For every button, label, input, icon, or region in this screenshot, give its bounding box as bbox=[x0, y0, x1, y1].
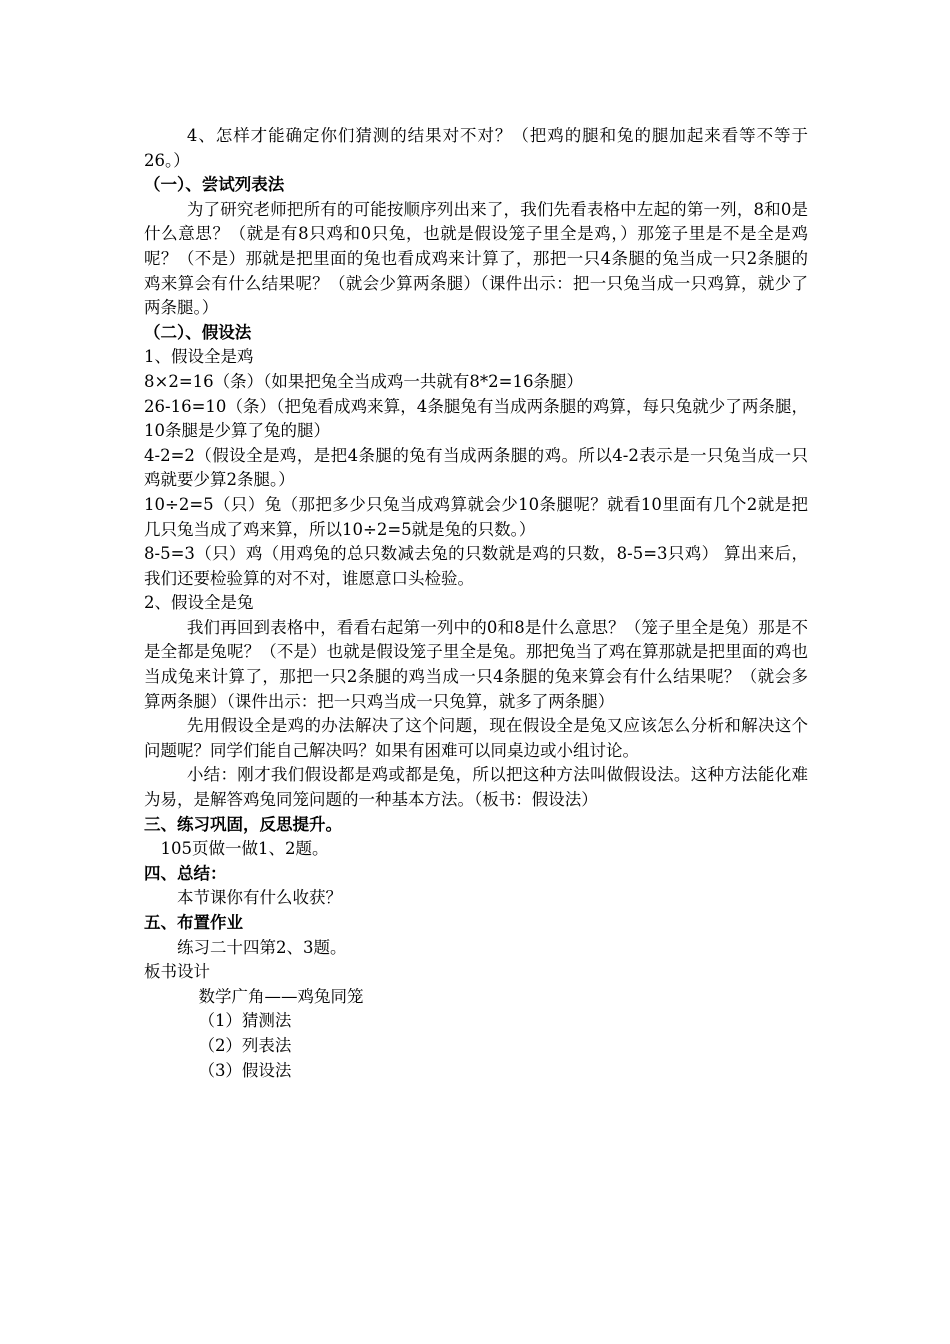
formula-line-5: 8-5=3（只）鸡（用鸡兔的总只数减去兔的只数就是鸡的只数，8-5=3只鸡） 算出来后，我们还要检验算的对不对，谁愿意口头检验。 bbox=[144, 544, 808, 588]
heading-practice: 三、练习巩固，反思提升。 bbox=[144, 814, 342, 834]
conclusion-content: 本节课你有什么收获？ bbox=[177, 888, 342, 908]
paragraph-step4-check: 4、怎样才能确定你们猜测的结果对不对？（把鸡的腿和兔的腿加起来看等不等于26。） bbox=[144, 126, 808, 170]
homework-content: 练习二十四第2、3题。 bbox=[177, 937, 347, 957]
formula-line-2: 26-16=10（条）（把兔看成鸡来算，4条腿兔有当成两条腿的鸡算，每只兔就少了两条腿，10条腿是少算了兔的腿） bbox=[144, 396, 808, 441]
document-page bbox=[144, 124, 808, 1083]
paragraph-summary: 小结：刚才我们假设都是鸡或都是兔，所以把这种方法叫做假设法。这种方法能化难为易，是解答鸡兔同笼问题的一种基本方法。（板书：假设法） bbox=[144, 765, 808, 810]
board-item-table: （2）列表法 bbox=[198, 1035, 292, 1055]
paragraph-rabbit-discussion: 先用假设全是鸡的办法解决了这个问题，现在假设全是兔又应该怎么分析和解决这个问题呢？同学们能自己解决吗？如果有困难可以同桌边或小组讨论。 bbox=[144, 716, 808, 760]
formula-line-1: 8×2=16（条）（如果把兔全当成鸡一共就有8*2=16条腿） bbox=[144, 371, 583, 391]
paragraph-table-explanation: 为了研究老师把所有的可能按顺序列出来了，我们先看表格中左起的第一列，8和0是什么意思？（就是有8只鸡和0只兔，也就是假设笼子里全是鸡，）那笼子里是不是全是鸡呢？（不是）那就是把里面的兔也看成鸡来计算了，那把一只4条腿的兔当成一只2条腿的鸡来算会有什么结果呢？（就会少算两条腿）（课件出示：把一只兔当成一只鸡算，就少了两条腿。） bbox=[144, 199, 808, 318]
formula-line-3: 4-2=2（假设全是鸡，是把4条腿的兔有当成两条腿的鸡。所以4-2表示是一只兔当成一只鸡就要少算2条腿。） bbox=[144, 445, 808, 490]
heading-conclusion: 四、总结： bbox=[144, 863, 227, 883]
heading-assumption-method: （二）、假设法 bbox=[144, 322, 252, 342]
formula-line-4: 10÷2=5（只）兔（那把多少只兔当成鸡算就会少10条腿呢？就看10里面有几个2就是把几只兔当成了鸡来算，所以10÷2=5就是兔的只数。） bbox=[144, 494, 808, 539]
heading-board-design: 板书设计 bbox=[144, 962, 210, 982]
heading-table-method: （一）、尝试列表法 bbox=[144, 175, 285, 195]
practice-content: 105页做一做1、2题。 bbox=[160, 839, 329, 859]
board-item-assume: （3）假设法 bbox=[198, 1060, 292, 1080]
board-item-guess: （1）猜测法 bbox=[198, 1011, 292, 1031]
subheading-assume-rabbits: 2、假设全是兔 bbox=[144, 593, 254, 613]
paragraph-rabbit-explanation: 我们再回到表格中，看看右起第一列中的0和8是什么意思？（笼子里全是兔）那是不是全都是兔呢？（不是）也就是假设笼子里全是兔。那把兔当了鸡在算那就是把里面的鸡也当成兔来计算了，那把一只2条腿的鸡当成一只4条腿的兔来算会有什么结果呢？（就会多算两条腿）（课件出示：把一只鸡当成一只兔算，就多了两条腿） bbox=[144, 617, 808, 711]
subheading-assume-chickens: 1、假设全是鸡 bbox=[144, 347, 254, 367]
board-title: 数学广角——鸡兔同笼 bbox=[198, 986, 364, 1006]
heading-homework: 五、布置作业 bbox=[144, 913, 243, 932]
